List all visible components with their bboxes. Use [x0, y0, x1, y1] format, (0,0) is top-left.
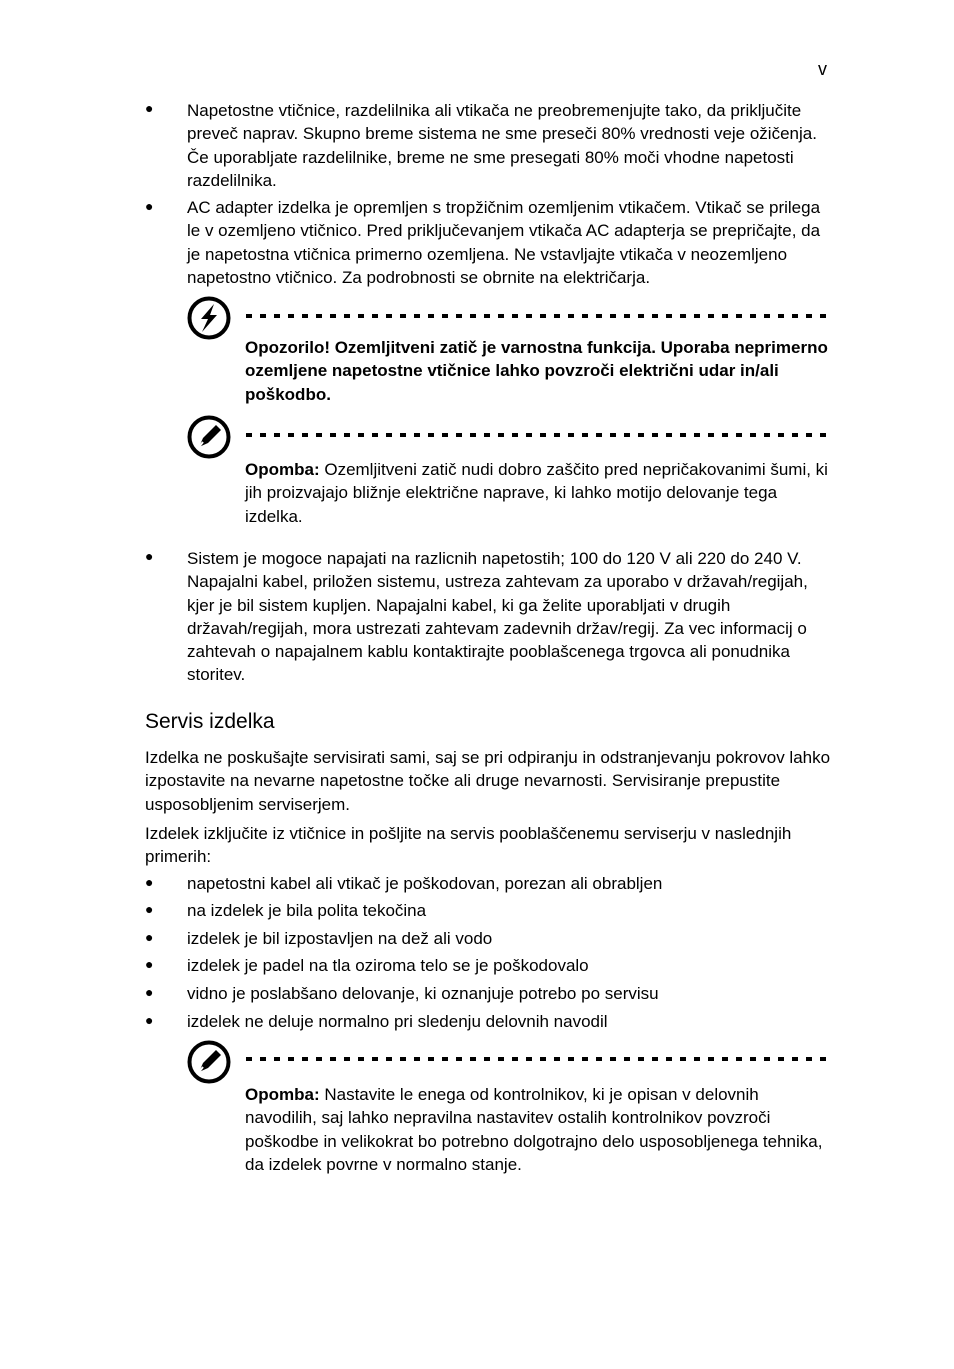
note-body: Ozemljitveni zatič nudi dobro zaščito pred nepričakovanimi šumi, ki jih proizvajajo bližnje električne naprave, ki lahko motijo delovanje tega izdelka. [245, 460, 828, 526]
list-item: izdelek je padel na tla oziroma telo se je poškodovalo [187, 956, 589, 975]
divider [246, 1057, 832, 1061]
list-item: izdelek ne deluje normalno pri sledenju delovnih navodil [187, 1012, 608, 1031]
page-number: v [818, 59, 827, 79]
list-item: vidno je poslabšano delovanje, ki oznanjuje potrebo po servisu [187, 984, 659, 1003]
bullet-marker: ● [145, 100, 154, 116]
note-text [245, 1083, 830, 1176]
list-item: Napetostne vtičnice, razdelilnika ali vtikača ne preobremenjujte tako, da priključite preveč naprav. Skupno breme sistema ne sme preseči 80% vrednosti veje ožičenja. Če uporabljate razdelilnike, breme ne sme presegati 80% moči vhodne napetosti razdelilnika. [187, 101, 817, 190]
note-text [245, 458, 830, 528]
warning-text: Opozorilo! Ozemljitveni zatič je varnostna funkcija. Uporaba neprimerno ozemljene napetostne vtičnice lahko povzroči električni udar in/ali poškodbo. [245, 338, 828, 404]
paragraph: Izdelek izključite iz vtičnice in pošljite na servis pooblaščenemu serviserju v naslednjih primerih: [145, 824, 792, 867]
bullet-marker: ● [145, 548, 154, 564]
list-item: na izdelek je bila polita tekočina [187, 901, 427, 920]
note-label: Opomba: [245, 460, 320, 479]
note-pen-icon [187, 415, 231, 459]
list-item: AC adapter izdelka je opremljen s tropžičnim ozemljenim vtikačem. Vtikač se prilega le v ozemljeno vtičnico. Pred priključevanjem vtikača AC adapterja se prepričajte, da je napetostna vtičnica primerno ozemljena. Ne vstavljajte vtikača v neozemljeno napetostno vtičnico. Za podrobnosti se obrnite na električarja. [187, 198, 821, 287]
divider [246, 433, 832, 437]
bullet-marker: ● [145, 984, 154, 1000]
list-item: izdelek je bil izpostavljen na dež ali vodo [187, 929, 493, 948]
section-heading: Servis izdelka [145, 710, 275, 733]
divider [246, 314, 832, 318]
paragraph: Izdelka ne poskušajte servisirati sami, saj se pri odpiranju in odstranjevanju pokrovov lahko izpostavite na nevarne napetostne točke ali druge nevarnosti. Servisiranje prepustite usposobljenim serviserjem. [145, 748, 831, 814]
lightning-warning-icon [187, 296, 231, 340]
bullet-marker: ● [145, 929, 154, 945]
bullet-marker: ● [145, 901, 154, 917]
bullet-marker: ● [145, 956, 154, 972]
note-body: Nastavite le enega od kontrolnikov, ki je opisan v delovnih navodilih, saj lahko nepravilna nastavitev ostalih kontrolnikov povzroči poškodbe in velikokrat bo potrebno dolgotrajno delo usposobljenega tehnika, da izdelek povrne v normalno stanje. [245, 1085, 823, 1174]
list-item: napetostni kabel ali vtikač je poškodovan, porezan ali obrabljen [187, 874, 663, 893]
bullet-marker: ● [145, 874, 154, 890]
list-item: Sistem je mogoce napajati na razlicnih napetostih; 100 do 120 V ali 220 do 240 V. Napajalni kabel, priložen sistemu, ustreza zahtevam za uporabo v državah/regijah, kjer je bil sistem kupljen. Napajalni kabel, ki ga želite uporabljati v drugih državah/regijah, mora ustrezati zahtevam zadevnih držav/regij. Za vec informacij o zahtevah o napajalnem kablu kontaktirajte pooblašcenega trgovca ali ponudnika storitev. [187, 549, 808, 685]
bullet-marker: ● [145, 1012, 154, 1028]
note-label: Opomba: [245, 1085, 320, 1104]
bullet-marker: ● [145, 198, 154, 214]
note-pen-icon [187, 1040, 231, 1084]
